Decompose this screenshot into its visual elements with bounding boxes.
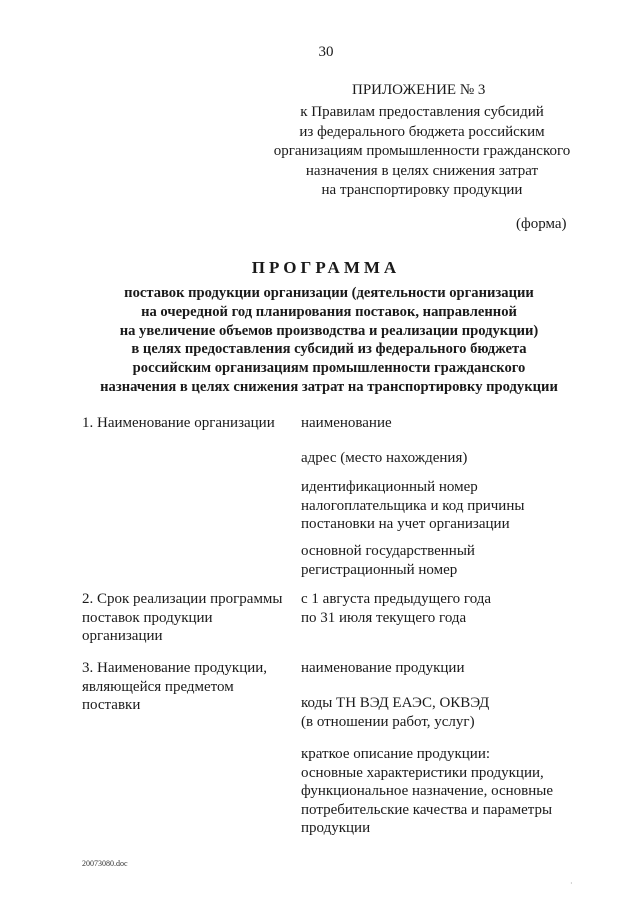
row-1-label [82,414,297,433]
row-label-line: 2. Срок реализации программы [82,591,283,607]
row-label-line: являющейся предметом [82,678,234,695]
value-line: потребительские качества и параметры [301,801,553,818]
footer-file-code: 20073080.doc [82,859,128,868]
row-1-value-inn [301,478,601,534]
appendix-line: организациям промышленности гражданского [273,143,571,160]
row-3-value-product-name [301,659,601,678]
value-line: с 1 августа предыдущего года [301,591,492,607]
subtitle-line: на увеличение объемов производства и реализации продукции) [119,322,539,339]
row-label-line: 1. Наименование организации [82,415,275,431]
document-title: ПРОГРАММА [251,258,401,277]
corner-mark: · [570,879,573,888]
form-label: (форма) [516,216,567,232]
value-line: (в отношении работ, услуг) [301,713,475,730]
row-1-value-ogrn [301,542,601,579]
value-line: основной государственный [301,543,475,559]
value-line: функциональное назначение, основные [301,783,553,800]
subtitle-line: в целях предоставления субсидий из федерального бюджета [131,341,527,358]
appendix-line: на транспортировку продукции [321,182,523,199]
row-3-label [82,659,297,715]
value-line: коды ТН ВЭД ЕАЭС, ОКВЭД [301,695,490,711]
value-line: налогоплательщика и код причины [301,497,525,514]
subtitle-line: поставок продукции организации (деятельности организации [124,285,534,301]
row-label-line: организации [82,628,163,645]
value-line: идентификационный номер [301,479,478,495]
row-label-line: поставок продукции [82,609,213,626]
appendix-reference [262,103,582,201]
value-line: краткое описание продукции: [301,746,491,762]
appendix-line: из федерального бюджета российским [299,123,545,140]
row-3-value-codes [301,694,601,731]
value-line: адрес (место нахождения) [301,450,468,466]
subtitle-line: назначения в целях снижения затрат на транспортировку продукции [100,378,558,395]
row-label-line: поставки [82,697,141,714]
row-label-line: 3. Наименование продукции, [82,660,268,676]
value-line: наименование [301,415,392,431]
value-line: постановки на учет организации [301,516,510,533]
row-3-value-description [301,745,601,838]
appendix-line: назначения в целях снижения затрат [305,162,539,179]
subtitle-line: на очередной год планирования поставок, направленной [141,303,517,320]
document-subtitle [0,284,640,397]
appendix-line: к Правилам предоставления субсидий [300,104,544,120]
row-2-label [82,590,297,646]
value-line: основные характеристики продукции, [301,764,544,781]
subtitle-line: российским организациям промышленности гражданского [132,360,526,377]
value-line: продукции [301,820,371,837]
page-number: 30 [318,44,334,60]
appendix-title: ПРИЛОЖЕНИЕ № 3 [352,82,486,98]
value-line: по 31 июля текущего года [301,609,467,626]
row-2-value-period [301,590,601,627]
value-line: регистрационный номер [301,561,458,578]
row-1-value-address [301,449,601,468]
value-line: наименование продукции [301,660,465,676]
row-1-value-name [301,414,601,433]
